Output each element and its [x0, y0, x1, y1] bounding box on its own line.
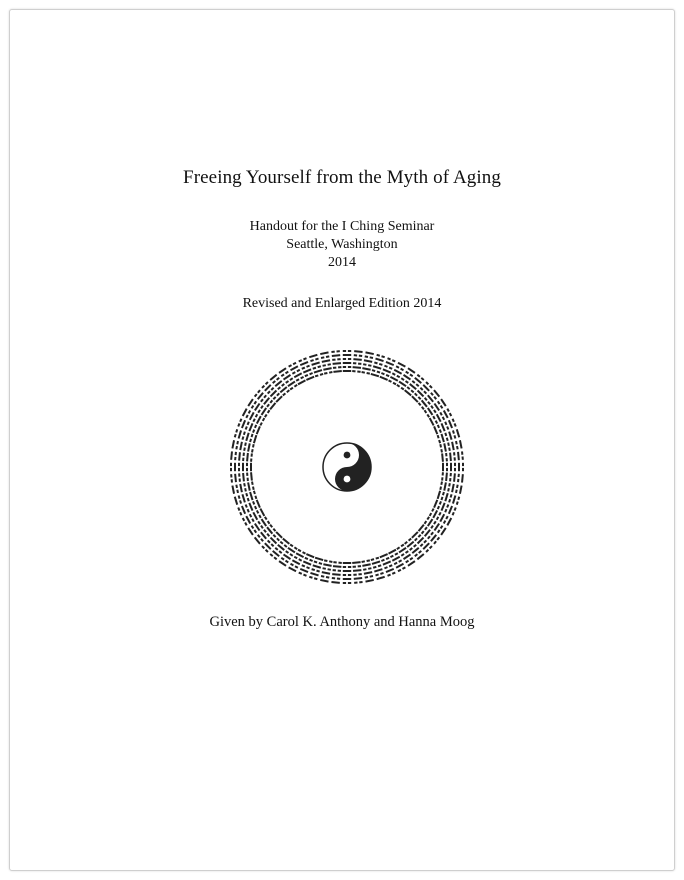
hexagram-circle-emblem — [227, 347, 467, 587]
hexagram — [289, 550, 306, 572]
seminar-year: 2014 — [328, 255, 356, 270]
hexagram — [231, 463, 251, 471]
document-title: Freeing Yourself from the Myth of Aging — [183, 167, 501, 188]
hexagram — [397, 544, 415, 565]
hexagram — [262, 382, 282, 402]
hexagram — [243, 409, 265, 426]
hexagram — [331, 562, 341, 583]
hexagram — [389, 363, 406, 385]
hexagram — [352, 351, 362, 372]
edition-note: Revised and Enlarged Edition 2014 — [242, 296, 442, 311]
hexagram — [279, 368, 297, 389]
hexagram — [412, 532, 432, 552]
hexagram — [262, 532, 282, 552]
hexagram — [343, 351, 351, 371]
seminar-name: Handout for the I Ching Seminar — [249, 219, 435, 234]
hexagram — [442, 472, 463, 482]
hexagram — [243, 509, 265, 526]
seminar-location: Seattle, Washington — [286, 237, 398, 252]
hexagram — [231, 451, 252, 461]
document-page — [9, 9, 675, 871]
hexagram — [343, 563, 351, 583]
hexagram — [424, 399, 445, 417]
hexagram — [430, 409, 452, 426]
yin-yang-icon — [323, 443, 371, 491]
hexagram — [231, 472, 252, 482]
hexagram — [412, 382, 432, 402]
hexagram — [443, 463, 463, 471]
hexagram — [430, 509, 452, 526]
hexagram — [389, 550, 406, 572]
hexagram — [331, 351, 341, 372]
authors-line: Given by Carol K. Anthony and Hanna Moog — [209, 614, 475, 630]
hexagram — [289, 363, 306, 385]
hexagram — [352, 562, 362, 583]
seminar-info — [10, 218, 674, 272]
hexagram — [442, 451, 463, 461]
hexagram — [248, 517, 269, 535]
yin-yang-hexagram-circle-icon — [227, 347, 467, 587]
